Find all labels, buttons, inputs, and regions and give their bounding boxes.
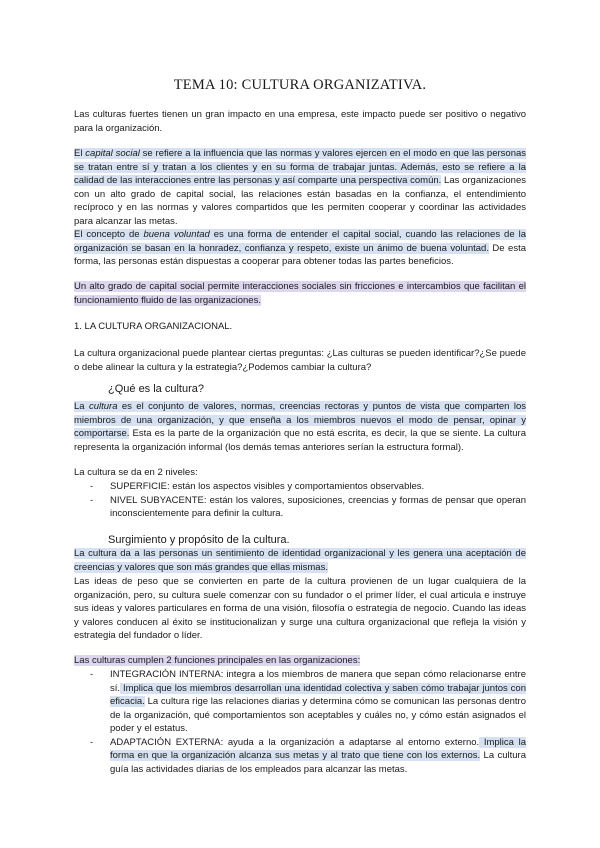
subheading-que-es: ¿Qué es la cultura?: [108, 383, 204, 395]
list-item: - NIVEL SUBYACENTE: están los valores, suposiciones, creencias y formas de pensar que operan inconscientemente para definir la cultura.: [74, 494, 526, 521]
intro-paragraph: Las culturas fuertes tienen un gran impacto en una empresa, este impacto puede ser positivo o negativo para la organización.: [74, 109, 526, 134]
buena-voluntad-paragraph: El concepto de buena voluntad es una forma de entender el capital social, cuando las relaciones de la organización se basan en la honradez, confianza y respeto, existe un ánimo de buena voluntad. De esta forma, las personas están dispuestas a cooperar para obtener todas las partes beneficios.: [74, 229, 526, 267]
list-item: - ADAPTACIÓN EXTERNA: ayuda a la organización a adaptarse al entorno externo. Implica la forma en que la organización alcanza sus metas y al trato que tiene con los externos. La cultura guía las actividades diarias de los empleados para alcanzar las metas.: [74, 736, 526, 777]
capital-social-paragraph: El capital social se refiere a la influencia que las normas y valores ejercen en el modo en que las personas se tratan entre sí y tratan a los clientes y en su forma de trabajar juntas. Además, esto se refiere a la calidad de las interacciones entre las personas y así comparte una perspectiva común. Las organizaciones con un alto grado de capital social, las relaciones están basadas en la confianza, el entendimiento recíproco y en las normas y valores compartidos que les permiten cooperar y coordinar las actividades para alcanzar las metas.: [74, 148, 527, 227]
funciones-list: [74, 668, 526, 776]
highlight: El concepto de buena voluntad es una forma de entender el capital social, cuando las relaciones de la organización se basan en la honradez, confianza y respeto, existe un ánimo de buena voluntad.: [74, 229, 526, 254]
surgimiento-paragraph-2: Las ideas de peso que se convierten en parte de la cultura provienen de un lugar cualquiera de la organización, pero, su cultura suele comenzar con su fundador o el primer líder, el cual articula e instruye sus ideas y valores particulares en forma de una visión, filosofía o estrategia de negocio. Cuando las ideas y valores conducen al éxito se institucionalizan y surge una cultura organizacional que refleja la visión y estrategia del fundador o líder.: [74, 576, 526, 641]
cultura-definition-paragraph: La cultura es el conjunto de valores, normas, creencias rectoras y puntos de vista que comparten los miembros de una organización, y que enseña a los miembros nuevos el modo de pensar, opinar y comportarse. Esta es la parte de la organización que no está escrita, es decir, la que se siente. La cultura representa la organización informal (los demás temas anteriores serían la estructura formal).: [74, 401, 527, 453]
page-title: TEMA 10: CULTURA ORGANIZATIVA.: [173, 77, 427, 93]
levels-list: [74, 480, 526, 521]
term-buena-voluntad: buena voluntad: [143, 229, 210, 240]
list-item: - INTEGRACIÓN INTERNA: integra a los miembros de manera que sepan cómo relacionarse entre sí. Implica que los miembros desarrollan una identidad colectiva y saben cómo trabajar juntos con eficacia. La cultura rige las relaciones diarias y determina cómo se comunican las personas dentro de la organización, qué comportamientos son aceptables y cuáles no, y cómo están asignados el poder y el estatus.: [74, 668, 526, 736]
capital-social-summary: Un alto grado de capital social permite interacciones sociales sin fricciones e intercambios que facilitan el funcionamiento fluido de las organizaciones.: [74, 281, 526, 306]
levels-intro: La cultura se da en 2 niveles:: [74, 467, 198, 478]
subheading-surgimiento: Surgimiento y propósito de la cultura.: [108, 534, 290, 546]
term-capital-social: capital social: [85, 148, 140, 159]
highlight: La cultura es el conjunto de valores, normas, creencias rectoras y puntos de vista que comparten los miembros de una organización, y que enseña a los miembros nuevos el modo de pensar, opinar y comportarse.: [74, 401, 527, 439]
questions-paragraph: La cultura organizacional puede plantear ciertas preguntas: ¿Las culturas se pueden identificar?¿Se puede o debe alinear la cultura y la estrategia?¿Podemos cambiar la cultura?: [74, 348, 526, 373]
highlight: El capital social se refiere a la influencia que las normas y valores ejercen en el modo en que las personas se tratan entre sí y tratan a los clientes y en su forma de trabajar juntas. Además, esto se refiere a la calidad de las interacciones entre las personas y así comparte una perspectiva común.: [74, 148, 527, 186]
funciones-intro: Las culturas cumplen 2 funciones principales en las organizaciones:: [74, 655, 361, 666]
term-cultura: cultura: [88, 401, 118, 412]
section-heading: 1. LA CULTURA ORGANIZACIONAL.: [74, 321, 233, 332]
surgimiento-paragraph-1: La cultura da a las personas un sentimiento de identidad organizacional y les genera una aceptación de creencias y valores que son más grandes que ellas mismas.: [74, 548, 526, 573]
list-item: - SUPERFICIE: están los aspectos visibles y comportamientos observables.: [74, 480, 526, 494]
